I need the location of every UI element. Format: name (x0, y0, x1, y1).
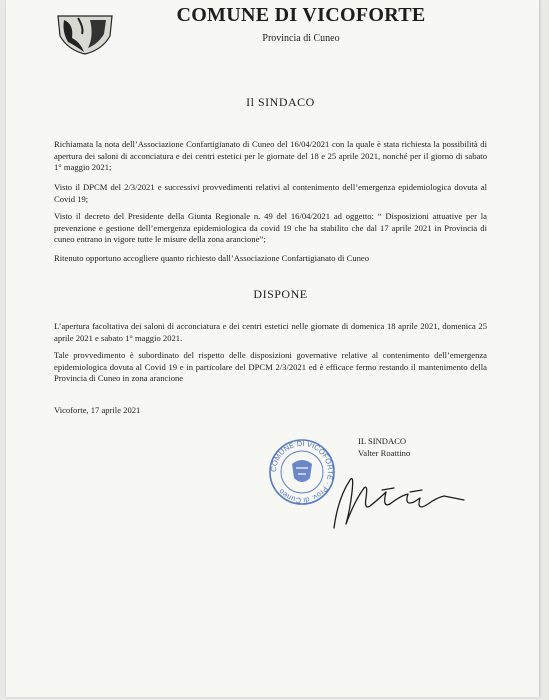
signatory-role: IL SINDACO (358, 436, 407, 446)
document-title: COMUNE DI VICOFORTE (176, 4, 426, 26)
coat-of-arms-logo (54, 12, 116, 56)
document-subtitle: Provincia di Cuneo (262, 33, 340, 44)
place-date: Vicoforte, 17 aprile 2021 (54, 405, 141, 415)
signatory-name: Valter Roattino (358, 448, 411, 458)
premise-paragraph: Richiamata la nota dell’Associazione Confartigianato di Cuneo del 16/04/2021 con la quale è stata richiesta la possibilità di apertura dei saloni di acconciatura e dei centri estetici per le giornate del 18 e 25 aprile 2021, nonché per il giorno di sabato 1° maggio 2021; (54, 139, 487, 173)
svg-text:COMUNE DI VICOFORTE · Prov. di: COMUNE DI VICOFORTE · Prov. di Cuneo (268, 438, 336, 506)
sindaco-heading: Il SINDACO (246, 95, 315, 109)
handwritten-signature (324, 458, 474, 538)
premise-paragraph: Ritenuto opportuno accogliere quanto richiesto dall’Associazione Confartigianato di Cuneo (54, 253, 370, 263)
document-page (6, 0, 540, 697)
provision-paragraph: L’apertura facoltativa dei saloni di acconciatura e dei centri estetici nelle giornate di domenica 18 aprile 2021, domenica 25 aprile 2021 e sabato 1° maggio 2021. (54, 321, 487, 343)
provision-paragraph: Tale provvedimento è subordinato del rispetto delle disposizioni governative relative al contenimento dell’emergenza epidemiologica dovuta al Covid 19 e in particolare del DPCM 2/3/2021 ed è efficace fermo restando il mantenimento della Provincia di Cuneo in zona arancione (54, 350, 487, 384)
premise-paragraph: Visto il DPCM del 2/3/2021 e successivi provvedimenti relativi al contenimento dell’emergenza epidemiologica dovuta al Covid 19; (54, 182, 487, 204)
premise-paragraph: Visto il decreto del Presidente della Giunta Regionale n. 49 del 16/04/2021 ad oggetto: “ Disposizioni attuative per la prevenzione e gestione dell’emergenza epidemiologica da covid 19 che ha stabilito che dal 17 aprile 2021 in Provincia di cuneo entrano in vigore tutte le misure della zona arancione”; (54, 211, 487, 245)
dispone-heading: DISPONE (253, 287, 308, 301)
